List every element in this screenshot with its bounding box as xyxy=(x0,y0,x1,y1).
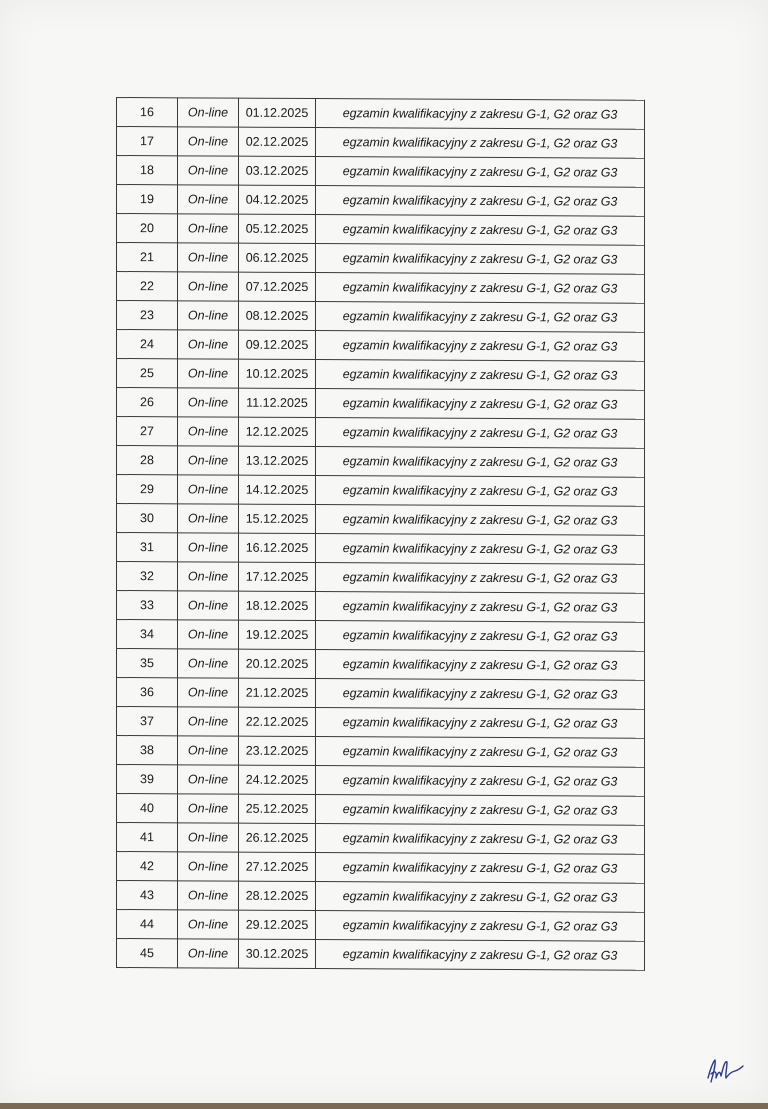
table-row xyxy=(117,330,645,362)
exam-date-cell: 26.12.2025 xyxy=(239,823,316,852)
exam-mode-cell: On-line xyxy=(178,533,239,562)
row-number-cell: 43 xyxy=(117,881,178,910)
row-number-cell: 38 xyxy=(117,736,178,765)
row-number-cell: 21 xyxy=(117,243,178,272)
table-row xyxy=(117,156,645,188)
exam-date-cell: 11.12.2025 xyxy=(239,388,316,417)
exam-date-cell: 21.12.2025 xyxy=(239,678,316,707)
row-number-cell: 25 xyxy=(117,359,178,388)
table-row xyxy=(117,359,645,391)
exam-mode-cell: On-line xyxy=(178,156,239,185)
row-number-cell: 36 xyxy=(117,678,178,707)
exam-date-cell: 25.12.2025 xyxy=(239,794,316,823)
exam-description-cell: egzamin kwalifikacyjny z zakresu G-1, G2 oraz G3 xyxy=(316,940,645,971)
exam-mode-cell: On-line xyxy=(178,707,239,736)
row-number-cell: 34 xyxy=(117,620,178,649)
row-number-cell: 20 xyxy=(117,214,178,243)
row-number-cell: 44 xyxy=(117,910,178,939)
table-row xyxy=(117,910,645,942)
exam-date-cell: 06.12.2025 xyxy=(239,243,316,272)
table-row xyxy=(117,98,645,130)
table-row xyxy=(117,243,645,275)
table-row xyxy=(117,562,645,594)
exam-mode-cell: On-line xyxy=(178,359,239,388)
exam-date-cell: 07.12.2025 xyxy=(239,272,316,301)
exam-date-cell: 14.12.2025 xyxy=(239,475,316,504)
exam-mode-cell: On-line xyxy=(178,301,239,330)
table-row xyxy=(117,272,645,304)
exam-mode-cell: On-line xyxy=(178,620,239,649)
row-number-cell: 27 xyxy=(117,417,178,446)
exam-mode-cell: On-line xyxy=(178,475,239,504)
row-number-cell: 16 xyxy=(117,98,178,127)
exam-description-cell: egzamin kwalifikacyjny z zakresu G-1, G2 oraz G3 xyxy=(316,389,645,420)
table-row xyxy=(117,127,645,159)
row-number-cell: 45 xyxy=(117,939,178,968)
exam-date-cell: 30.12.2025 xyxy=(239,939,316,968)
exam-date-cell: 09.12.2025 xyxy=(239,330,316,359)
row-number-cell: 35 xyxy=(117,649,178,678)
row-number-cell: 30 xyxy=(117,504,178,533)
row-number-cell: 37 xyxy=(117,707,178,736)
exam-description-cell: egzamin kwalifikacyjny z zakresu G-1, G2 oraz G3 xyxy=(316,331,645,362)
table-row xyxy=(117,301,645,333)
exam-description-cell: egzamin kwalifikacyjny z zakresu G-1, G2 oraz G3 xyxy=(316,476,645,507)
table-row xyxy=(117,707,645,739)
exam-mode-cell: On-line xyxy=(178,417,239,446)
exam-date-cell: 15.12.2025 xyxy=(239,504,316,533)
exam-date-cell: 28.12.2025 xyxy=(239,881,316,910)
exam-description-cell: egzamin kwalifikacyjny z zakresu G-1, G2 oraz G3 xyxy=(316,157,645,188)
exam-date-cell: 17.12.2025 xyxy=(239,562,316,591)
exam-mode-cell: On-line xyxy=(178,185,239,214)
exam-mode-cell: On-line xyxy=(178,446,239,475)
exam-description-cell: egzamin kwalifikacyjny z zakresu G-1, G2 oraz G3 xyxy=(316,273,645,304)
exam-date-cell: 16.12.2025 xyxy=(239,533,316,562)
row-number-cell: 29 xyxy=(117,475,178,504)
row-number-cell: 39 xyxy=(117,765,178,794)
table-row xyxy=(117,881,645,913)
row-number-cell: 42 xyxy=(117,852,178,881)
exam-description-cell: egzamin kwalifikacyjny z zakresu G-1, G2 oraz G3 xyxy=(316,882,645,913)
exam-description-cell: egzamin kwalifikacyjny z zakresu G-1, G2 oraz G3 xyxy=(316,360,645,391)
row-number-cell: 40 xyxy=(117,794,178,823)
exam-schedule-rows xyxy=(117,98,645,971)
row-number-cell: 26 xyxy=(117,388,178,417)
row-number-cell: 32 xyxy=(117,562,178,591)
exam-mode-cell: On-line xyxy=(178,98,239,127)
row-number-cell: 19 xyxy=(117,185,178,214)
exam-mode-cell: On-line xyxy=(178,330,239,359)
exam-description-cell: egzamin kwalifikacyjny z zakresu G-1, G2 oraz G3 xyxy=(316,766,645,797)
exam-description-cell: egzamin kwalifikacyjny z zakresu G-1, G2 oraz G3 xyxy=(316,679,645,710)
exam-description-cell: egzamin kwalifikacyjny z zakresu G-1, G2 oraz G3 xyxy=(316,418,645,449)
exam-description-cell: egzamin kwalifikacyjny z zakresu G-1, G2 oraz G3 xyxy=(316,911,645,942)
exam-mode-cell: On-line xyxy=(178,214,239,243)
table-row xyxy=(117,823,645,855)
exam-date-cell: 19.12.2025 xyxy=(239,620,316,649)
exam-date-cell: 29.12.2025 xyxy=(239,910,316,939)
table-row xyxy=(117,852,645,884)
exam-date-cell: 24.12.2025 xyxy=(239,765,316,794)
exam-mode-cell: On-line xyxy=(178,562,239,591)
exam-date-cell: 08.12.2025 xyxy=(239,301,316,330)
table-row xyxy=(117,417,645,449)
table-row xyxy=(117,185,645,217)
exam-date-cell: 20.12.2025 xyxy=(239,649,316,678)
table-row xyxy=(117,620,645,652)
exam-mode-cell: On-line xyxy=(178,127,239,156)
handwritten-signature xyxy=(705,1056,745,1086)
exam-date-cell: 18.12.2025 xyxy=(239,591,316,620)
exam-mode-cell: On-line xyxy=(178,765,239,794)
exam-description-cell: egzamin kwalifikacyjny z zakresu G-1, G2 oraz G3 xyxy=(316,708,645,739)
exam-mode-cell: On-line xyxy=(178,823,239,852)
exam-date-cell: 12.12.2025 xyxy=(239,417,316,446)
table-row xyxy=(117,591,645,623)
exam-description-cell: egzamin kwalifikacyjny z zakresu G-1, G2 oraz G3 xyxy=(316,824,645,855)
exam-mode-cell: On-line xyxy=(178,243,239,272)
row-number-cell: 24 xyxy=(117,330,178,359)
exam-description-cell: egzamin kwalifikacyjny z zakresu G-1, G2 oraz G3 xyxy=(316,215,645,246)
exam-description-cell: egzamin kwalifikacyjny z zakresu G-1, G2 oraz G3 xyxy=(316,853,645,884)
exam-mode-cell: On-line xyxy=(178,881,239,910)
exam-description-cell: egzamin kwalifikacyjny z zakresu G-1, G2 oraz G3 xyxy=(316,244,645,275)
exam-date-cell: 22.12.2025 xyxy=(239,707,316,736)
table-row xyxy=(117,214,645,246)
exam-mode-cell: On-line xyxy=(178,852,239,881)
exam-description-cell: egzamin kwalifikacyjny z zakresu G-1, G2 oraz G3 xyxy=(316,99,645,130)
exam-date-cell: 01.12.2025 xyxy=(239,98,316,127)
row-number-cell: 17 xyxy=(117,127,178,156)
table-row xyxy=(117,765,645,797)
exam-description-cell: egzamin kwalifikacyjny z zakresu G-1, G2 oraz G3 xyxy=(316,737,645,768)
exam-description-cell: egzamin kwalifikacyjny z zakresu G-1, G2 oraz G3 xyxy=(316,128,645,159)
exam-mode-cell: On-line xyxy=(178,794,239,823)
exam-date-cell: 02.12.2025 xyxy=(239,127,316,156)
exam-description-cell: egzamin kwalifikacyjny z zakresu G-1, G2 oraz G3 xyxy=(316,621,645,652)
exam-mode-cell: On-line xyxy=(178,736,239,765)
row-number-cell: 18 xyxy=(117,156,178,185)
exam-description-cell: egzamin kwalifikacyjny z zakresu G-1, G2 oraz G3 xyxy=(316,302,645,333)
exam-date-cell: 23.12.2025 xyxy=(239,736,316,765)
table-row xyxy=(117,446,645,478)
row-number-cell: 23 xyxy=(117,301,178,330)
exam-mode-cell: On-line xyxy=(178,504,239,533)
table-row xyxy=(117,388,645,420)
row-number-cell: 31 xyxy=(117,533,178,562)
exam-description-cell: egzamin kwalifikacyjny z zakresu G-1, G2 oraz G3 xyxy=(316,505,645,536)
exam-date-cell: 27.12.2025 xyxy=(239,852,316,881)
table-row xyxy=(117,533,645,565)
exam-date-cell: 03.12.2025 xyxy=(239,156,316,185)
exam-description-cell: egzamin kwalifikacyjny z zakresu G-1, G2 oraz G3 xyxy=(316,795,645,826)
exam-mode-cell: On-line xyxy=(178,678,239,707)
exam-description-cell: egzamin kwalifikacyjny z zakresu G-1, G2 oraz G3 xyxy=(316,650,645,681)
row-number-cell: 41 xyxy=(117,823,178,852)
exam-description-cell: egzamin kwalifikacyjny z zakresu G-1, G2 oraz G3 xyxy=(316,447,645,478)
row-number-cell: 28 xyxy=(117,446,178,475)
exam-date-cell: 04.12.2025 xyxy=(239,185,316,214)
table-row xyxy=(117,504,645,536)
exam-date-cell: 10.12.2025 xyxy=(239,359,316,388)
row-number-cell: 22 xyxy=(117,272,178,301)
exam-description-cell: egzamin kwalifikacyjny z zakresu G-1, G2 oraz G3 xyxy=(316,534,645,565)
exam-mode-cell: On-line xyxy=(178,910,239,939)
exam-schedule-table xyxy=(116,97,645,971)
exam-mode-cell: On-line xyxy=(178,591,239,620)
exam-date-cell: 05.12.2025 xyxy=(239,214,316,243)
exam-description-cell: egzamin kwalifikacyjny z zakresu G-1, G2 oraz G3 xyxy=(316,592,645,623)
table-row xyxy=(117,678,645,710)
exam-date-cell: 13.12.2025 xyxy=(239,446,316,475)
row-number-cell: 33 xyxy=(117,591,178,620)
exam-description-cell: egzamin kwalifikacyjny z zakresu G-1, G2 oraz G3 xyxy=(316,563,645,594)
table-row xyxy=(117,939,645,971)
table-row xyxy=(117,794,645,826)
exam-description-cell: egzamin kwalifikacyjny z zakresu G-1, G2 oraz G3 xyxy=(316,186,645,217)
exam-mode-cell: On-line xyxy=(178,649,239,678)
table-row xyxy=(117,736,645,768)
exam-mode-cell: On-line xyxy=(178,939,239,968)
exam-mode-cell: On-line xyxy=(178,388,239,417)
exam-mode-cell: On-line xyxy=(178,272,239,301)
table-row xyxy=(117,649,645,681)
table-row xyxy=(117,475,645,507)
